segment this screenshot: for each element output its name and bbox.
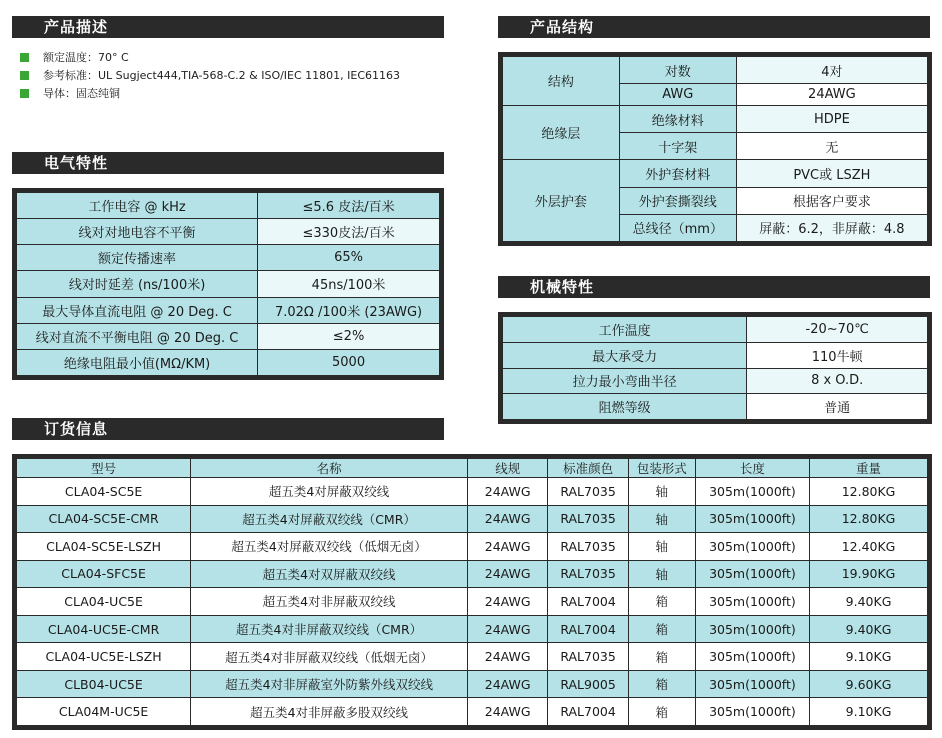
mechanical-label: 拉力最小弯曲半径 — [503, 368, 747, 394]
order-cell: 24AWG — [468, 478, 548, 506]
table-row — [17, 698, 928, 726]
order-cell: 305m(1000ft) — [695, 698, 809, 726]
order-cell: RAL7035 — [548, 643, 628, 671]
order-cell: 轴 — [628, 560, 695, 588]
order-cell: 24AWG — [468, 670, 548, 698]
structure-group: 结构 — [503, 57, 620, 106]
electrical-row — [17, 271, 440, 297]
mechanical-value: 普通 — [747, 394, 928, 420]
electrical-row — [17, 297, 440, 323]
structure-label: 十字架 — [619, 133, 736, 160]
order-column-header: 名称 — [191, 459, 468, 478]
description-text: 导体：固态纯铜 — [43, 87, 120, 100]
order-cell: 305m(1000ft) — [695, 643, 809, 671]
order-cell: CLA04-SC5E-LSZH — [17, 533, 191, 561]
electrical-row — [17, 245, 440, 271]
structure-table — [498, 52, 932, 246]
order-cell: 305m(1000ft) — [695, 670, 809, 698]
structure-value: PVC或 LSZH — [736, 160, 927, 187]
order-cell: 305m(1000ft) — [695, 615, 809, 643]
order-cell: 箱 — [628, 670, 695, 698]
order-cell: CLA04-SC5E — [17, 478, 191, 506]
electrical-value: ≤330皮法/百米 — [258, 219, 440, 245]
table-row — [17, 643, 928, 671]
order-cell: 12.40KG — [810, 533, 928, 561]
order-cell: 305m(1000ft) — [695, 588, 809, 616]
order-cell: 9.10KG — [810, 643, 928, 671]
order-column-header: 线规 — [468, 459, 548, 478]
order-cell: 24AWG — [468, 533, 548, 561]
electrical-label: 线对对地电容不平衡 — [17, 219, 258, 245]
description-item — [20, 48, 440, 66]
electrical-value: 65% — [258, 245, 440, 271]
structure-value: 无 — [736, 133, 927, 160]
structure-group: 绝缘层 — [503, 105, 620, 159]
structure-value: 24AWG — [736, 84, 927, 106]
order-cell: 24AWG — [468, 588, 548, 616]
order-cell: 305m(1000ft) — [695, 505, 809, 533]
electrical-value: ≤2% — [258, 323, 440, 349]
electrical-row — [17, 323, 440, 349]
electrical-value: 7.02Ω /100米 (23AWG) — [258, 297, 440, 323]
order-cell: 轴 — [628, 505, 695, 533]
mechanical-value: 8 x O.D. — [747, 368, 928, 394]
order-cell: RAL7004 — [548, 698, 628, 726]
order-cell: 12.80KG — [810, 478, 928, 506]
table-row — [17, 505, 928, 533]
order-column-header: 重量 — [810, 459, 928, 478]
electrical-table — [12, 188, 444, 380]
electrical-row — [17, 193, 440, 219]
bullet-square-icon — [20, 89, 29, 98]
order-cell: 12.80KG — [810, 505, 928, 533]
structure-value: 根据客户要求 — [736, 187, 927, 214]
order-cell: 轴 — [628, 533, 695, 561]
order-cell: 305m(1000ft) — [695, 478, 809, 506]
structure-value: HDPE — [736, 105, 927, 132]
order-cell: 超五类4对屏蔽双绞线（低烟无卤） — [191, 533, 468, 561]
order-cell: RAL7004 — [548, 588, 628, 616]
order-cell: 9.10KG — [810, 698, 928, 726]
description-item — [20, 84, 440, 102]
order-cell: CLB04-UC5E — [17, 670, 191, 698]
ordering-header: 订货信息 — [12, 418, 444, 440]
electrical-label: 线对直流不平衡电阻 @ 20 Deg. C — [17, 323, 258, 349]
description-text: 参考标准：UL Sugject444,TIA-568-C.2 & ISO/IEC 11801, IEC61163 — [43, 69, 401, 82]
mechanical-header: 机械特性 — [498, 276, 930, 298]
structure-label: 外护套撕裂线 — [619, 187, 736, 214]
structure-row — [503, 105, 928, 132]
electrical-label: 工作电容 @ kHz — [17, 193, 258, 219]
order-cell: 超五类4对屏蔽双绞线（CMR） — [191, 505, 468, 533]
order-cell: 24AWG — [468, 698, 548, 726]
order-column-header: 型号 — [17, 459, 191, 478]
order-cell: 305m(1000ft) — [695, 560, 809, 588]
order-cell: 超五类4对非屏蔽多股双绞线 — [191, 698, 468, 726]
electrical-label: 额定传播速率 — [17, 245, 258, 271]
electrical-value: 5000 — [258, 349, 440, 375]
structure-label: 对数 — [619, 57, 736, 84]
order-table — [12, 454, 932, 730]
electrical-value: ≤5.6 皮法/百米 — [258, 193, 440, 219]
table-row — [17, 533, 928, 561]
mechanical-label: 最大承受力 — [503, 342, 747, 368]
description-item — [20, 66, 440, 84]
order-cell: CLA04-SFC5E — [17, 560, 191, 588]
order-cell: CLA04-SC5E-CMR — [17, 505, 191, 533]
order-cell: RAL7035 — [548, 505, 628, 533]
mechanical-table — [498, 312, 932, 424]
electrical-label: 最大导体直流电阻 @ 20 Deg. C — [17, 297, 258, 323]
table-row — [17, 560, 928, 588]
mechanical-row — [503, 394, 928, 420]
order-cell: 9.60KG — [810, 670, 928, 698]
order-column-header: 长度 — [695, 459, 809, 478]
order-cell: CLA04-UC5E — [17, 588, 191, 616]
order-cell: 24AWG — [468, 560, 548, 588]
order-cell: 24AWG — [468, 505, 548, 533]
order-cell: 箱 — [628, 643, 695, 671]
order-header-row — [17, 459, 928, 478]
order-cell: 箱 — [628, 588, 695, 616]
order-cell: 箱 — [628, 615, 695, 643]
order-cell: 超五类4对非屏蔽双绞线（低烟无卤） — [191, 643, 468, 671]
order-cell: 箱 — [628, 698, 695, 726]
description-list — [20, 48, 440, 102]
table-row — [17, 670, 928, 698]
order-cell: 超五类4对双屏蔽双绞线 — [191, 560, 468, 588]
order-cell: RAL7035 — [548, 533, 628, 561]
table-row — [17, 588, 928, 616]
mechanical-row — [503, 368, 928, 394]
electrical-value: 45ns/100米 — [258, 271, 440, 297]
electrical-row — [17, 219, 440, 245]
order-cell: RAL7004 — [548, 615, 628, 643]
structure-value: 4对 — [736, 57, 927, 84]
structure-row — [503, 160, 928, 187]
order-cell: 9.40KG — [810, 588, 928, 616]
order-cell: RAL7035 — [548, 560, 628, 588]
bullet-square-icon — [20, 53, 29, 62]
mechanical-row — [503, 342, 928, 368]
mechanical-row — [503, 317, 928, 343]
order-cell: 超五类4对非屏蔽双绞线（CMR） — [191, 615, 468, 643]
structure-group: 外层护套 — [503, 160, 620, 242]
order-cell: RAL7035 — [548, 478, 628, 506]
order-cell: 24AWG — [468, 643, 548, 671]
mechanical-label: 阻燃等级 — [503, 394, 747, 420]
order-cell: 超五类4对非屏蔽室外防紫外线双绞线 — [191, 670, 468, 698]
order-cell: 超五类4对屏蔽双绞线 — [191, 478, 468, 506]
structure-header: 产品结构 — [498, 16, 930, 38]
order-cell: 19.90KG — [810, 560, 928, 588]
table-row — [17, 478, 928, 506]
mechanical-value: 110牛顿 — [747, 342, 928, 368]
structure-label: AWG — [619, 84, 736, 106]
structure-label: 总线径（mm） — [619, 214, 736, 241]
order-cell: RAL9005 — [548, 670, 628, 698]
structure-row — [503, 57, 928, 84]
table-row — [17, 615, 928, 643]
mechanical-value: -20~70℃ — [747, 317, 928, 343]
electrical-row — [17, 349, 440, 375]
mechanical-label: 工作温度 — [503, 317, 747, 343]
electrical-label: 绝缘电阻最小值(MΩ/KM) — [17, 349, 258, 375]
electrical-label: 线对时延差 (ns/100米) — [17, 271, 258, 297]
order-cell: CLA04M-UC5E — [17, 698, 191, 726]
order-cell: CLA04-UC5E-LSZH — [17, 643, 191, 671]
order-cell: CLA04-UC5E-CMR — [17, 615, 191, 643]
order-column-header: 包装形式 — [628, 459, 695, 478]
product-description-header: 产品描述 — [12, 16, 444, 38]
order-cell: 轴 — [628, 478, 695, 506]
structure-value: 屏蔽：6.2，非屏蔽：4.8 — [736, 214, 927, 241]
description-text: 额定温度：70° C — [43, 51, 129, 64]
order-cell: 24AWG — [468, 615, 548, 643]
electrical-header: 电气特性 — [12, 152, 444, 174]
order-cell: 9.40KG — [810, 615, 928, 643]
order-cell: 超五类4对非屏蔽双绞线 — [191, 588, 468, 616]
bullet-square-icon — [20, 71, 29, 80]
order-cell: 305m(1000ft) — [695, 533, 809, 561]
structure-label: 外护套材料 — [619, 160, 736, 187]
order-column-header: 标准颜色 — [548, 459, 628, 478]
structure-label: 绝缘材料 — [619, 105, 736, 132]
